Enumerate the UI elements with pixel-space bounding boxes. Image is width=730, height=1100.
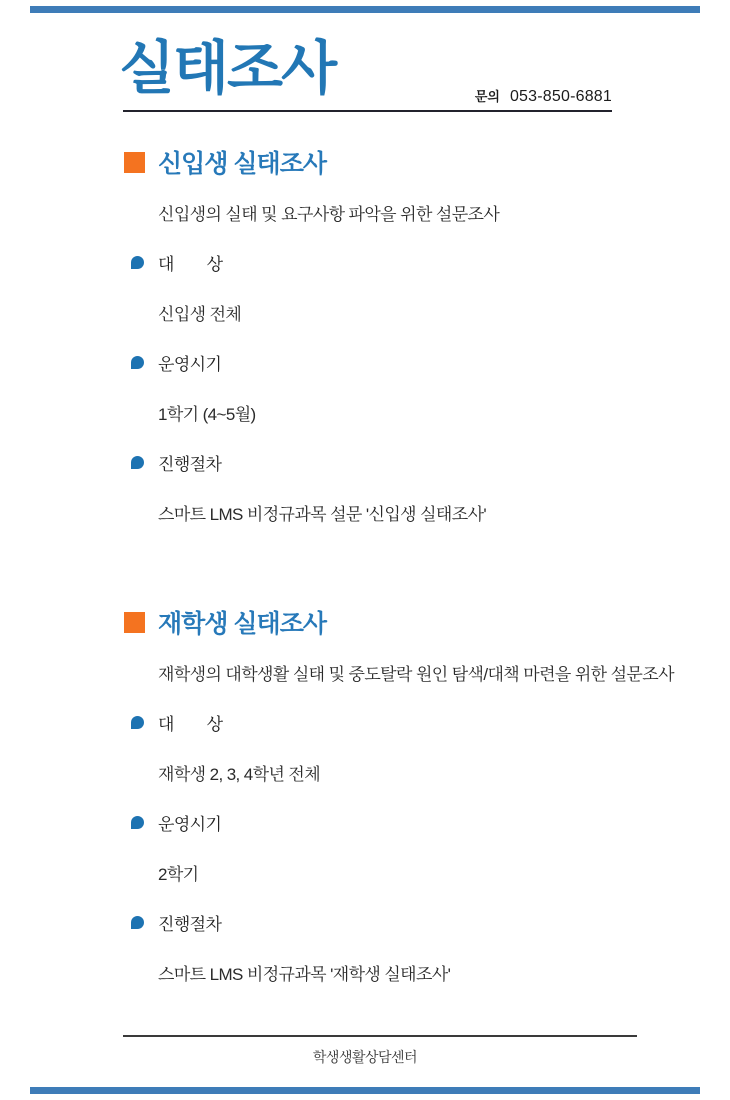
footer-org-name: 학생생활상담센터 xyxy=(312,1049,418,1065)
blue-balloon-dot-icon xyxy=(131,716,144,729)
item-label-row xyxy=(122,697,692,747)
item-label: 대 상 xyxy=(158,714,223,734)
item-label: 운영시기 xyxy=(158,354,222,374)
blue-balloon-dot-icon xyxy=(131,816,144,829)
contact-info xyxy=(0,86,612,106)
section-heading-row xyxy=(122,597,692,647)
orange-square-icon xyxy=(124,612,145,633)
section-heading: 신입생 실태조사 xyxy=(158,150,326,178)
item-label: 운영시기 xyxy=(158,814,222,834)
item-label-row xyxy=(122,897,692,947)
item-value: 스마트 LMS 비정규과목 설문 '신입생 실태조사' xyxy=(158,504,487,524)
contact-label: 문의 xyxy=(474,89,500,104)
item-value: 2학기 xyxy=(158,864,199,884)
blue-balloon-dot-icon xyxy=(131,916,144,929)
item-label: 진행절차 xyxy=(158,454,222,474)
item-label-row xyxy=(122,337,692,387)
section-enrolled-survey xyxy=(122,597,692,997)
blue-balloon-dot-icon xyxy=(131,456,144,469)
top-accent-bar xyxy=(30,6,700,13)
section-heading-row xyxy=(122,137,692,187)
item-label: 진행절차 xyxy=(158,914,222,934)
section-freshman-survey xyxy=(122,137,692,537)
item-value: 스마트 LMS 비정규과목 '재학생 실태조사' xyxy=(158,964,451,984)
footer-rule xyxy=(123,1035,637,1037)
section-description: 재학생의 대학생활 실태 및 중도탈락 원인 탐색/대책 마련을 위한 설문조사 xyxy=(158,664,674,684)
header-rule xyxy=(123,110,612,112)
item-label-row xyxy=(122,797,692,847)
item-value: 신입생 전체 xyxy=(158,304,242,324)
section-heading: 재학생 실태조사 xyxy=(158,610,326,638)
page-title: 실태조사 xyxy=(119,36,336,101)
item-label-row xyxy=(122,437,692,487)
bottom-accent-bar xyxy=(30,1087,700,1094)
item-label: 대 상 xyxy=(158,254,223,274)
item-label-row xyxy=(122,237,692,287)
blue-balloon-dot-icon xyxy=(131,356,144,369)
section-description: 신입생의 실태 및 요구사항 파악을 위한 설문조사 xyxy=(158,204,500,224)
item-value: 1학기 (4~5월) xyxy=(158,404,256,424)
contact-phone-number: 053-850-6881 xyxy=(509,88,612,105)
orange-square-icon xyxy=(124,152,145,173)
blue-balloon-dot-icon xyxy=(131,256,144,269)
item-value: 재학생 2, 3, 4학년 전체 xyxy=(158,764,321,784)
